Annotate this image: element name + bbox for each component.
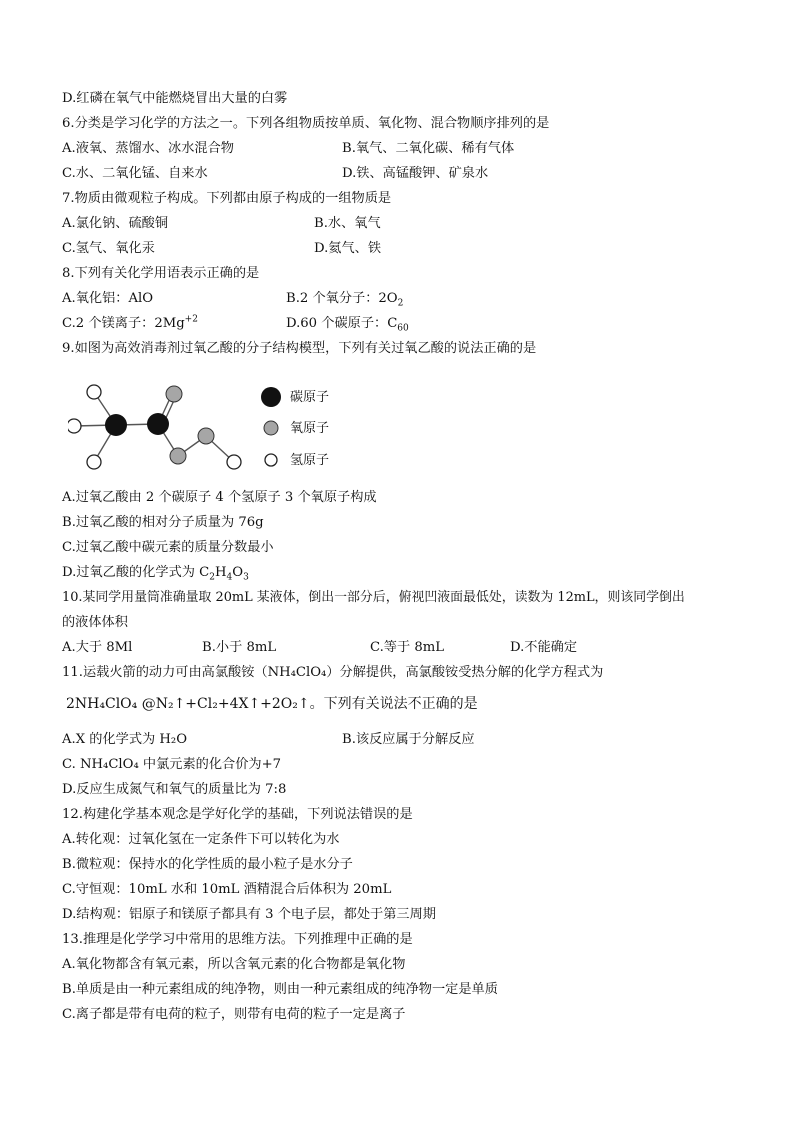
- oxygen-atom: [166, 386, 182, 402]
- legend-hydrogen-label: 氢原子: [290, 453, 330, 468]
- q10-option-a: A.大于 8Ml: [62, 640, 133, 655]
- peracetic-acid-molecule-diagram: [68, 370, 358, 480]
- q9-option-b: B.过氧乙酸的相对分子质量为 76g: [62, 515, 264, 530]
- question-11-equation: 2NH₄ClO₄ @N₂↑+Cl₂+4X↑+2O₂↑。下列有关说法不正确的是: [66, 696, 478, 712]
- q8-option-a: A.氧化铝：AlO: [62, 291, 154, 306]
- carbon-atom: [105, 414, 127, 436]
- legend-oxygen-icon: [264, 421, 278, 435]
- q13-option-a: A.氧化物都含有氧元素，所以含氧元素的化合物都是氧化物: [62, 957, 406, 972]
- carbon-atom: [147, 413, 169, 435]
- oxygen-atom: [170, 448, 186, 464]
- question-10-line-1: 10.某同学用量筒准确量取 20mL 某液体，倒出一部分后，俯视凹液面最低处，读数为 12mL，则该同学倒出: [62, 590, 685, 605]
- q10-option-b: B.小于 8mL: [202, 640, 277, 655]
- q11-option-c: C. NH₄ClO₄ 中氯元素的化合价为+7: [62, 757, 282, 772]
- q6-option-c: C.水、二氧化锰、自来水: [62, 166, 208, 181]
- q11-option-d: D.反应生成氮气和氧气的质量比为 7:8: [62, 782, 287, 797]
- option-d-q5: D.红磷在氧气中能燃烧冒出大量的白雾: [62, 91, 288, 106]
- hydrogen-atom: [87, 455, 101, 469]
- hydrogen-atom: [68, 419, 81, 433]
- q13-option-c: C.离子都是带有电荷的粒子，则带有电荷的粒子一定是离子: [62, 1007, 406, 1022]
- question-13: 13.推理是化学学习中常用的思维方法。下列推理中正确的是: [62, 932, 413, 947]
- question-9: 9.如图为高效消毒剂过氧乙酸的分子结构模型，下列有关过氧乙酸的说法正确的是: [62, 341, 537, 356]
- q7-option-a: A.氯化钠、硫酸铜: [62, 216, 169, 231]
- q13-option-b: B.单质是由一种元素组成的纯净物，则由一种元素组成的纯净物一定是单质: [62, 982, 498, 997]
- question-10-line-2: 的液体体积: [62, 615, 128, 630]
- q9-option-c: C.过氧乙酸中碳元素的质量分数最小: [62, 540, 274, 555]
- q6-option-a: A.液氧、蒸馏水、冰水混合物: [62, 141, 234, 156]
- q8-option-c: C.2 个镁离子：$2Mg^{+2}$: [62, 314, 198, 331]
- q10-option-c: C.等于 8mL: [370, 640, 445, 655]
- question-12: 12.构建化学基本观念是学好化学的基础，下列说法错误的是: [62, 807, 413, 822]
- q10-option-d: D.不能确定: [510, 640, 578, 655]
- q12-option-c: C.守恒观：10mL 水和 10mL 酒精混合后体积为 20mL: [62, 882, 392, 897]
- q11-option-b: B.该反应属于分解反应: [342, 732, 475, 747]
- q6-option-b: B.氧气、二氧化碳、稀有气体: [342, 141, 515, 156]
- q12-option-d: D.结构观：铝原子和镁原子都具有 3 个电子层，都处于第三周期: [62, 907, 436, 922]
- q8-option-d: D.60 个碳原子：$C_{60}$: [286, 316, 409, 334]
- q8-option-b: B.2 个氧分子：$2O_2$: [286, 291, 404, 309]
- q12-option-a: A.转化观：过氧化氢在一定条件下可以转化为水: [62, 832, 340, 847]
- oxygen-atom: [198, 428, 214, 444]
- hydrogen-atom: [87, 385, 101, 399]
- legend-carbon-icon: [261, 387, 281, 407]
- legend-carbon-label: 碳原子: [290, 390, 330, 405]
- q6-option-d: D.铁、高锰酸钾、矿泉水: [342, 166, 489, 181]
- question-6: 6.分类是学习化学的方法之一。下列各组物质按单质、氧化物、混合物顺序排列的是: [62, 116, 550, 131]
- q9-option-a: A.过氧乙酸由 2 个碳原子 4 个氢原子 3 个氧原子构成: [62, 490, 377, 505]
- q11-option-a: A.X 的化学式为 H₂O: [62, 732, 188, 747]
- q12-option-b: B.微粒观：保持水的化学性质的最小粒子是水分子: [62, 857, 353, 872]
- q7-option-d: D.氦气、铁: [314, 241, 382, 256]
- question-11-line-1: 11.运载火箭的动力可由高氯酸铵（NH₄ClO₄）分解提供，高氯酸铵受热分解的化学方程式为: [62, 665, 604, 680]
- question-7: 7.物质由微观粒子构成。下列都由原子构成的一组物质是: [62, 191, 392, 206]
- q7-option-b: B.水、氧气: [314, 216, 381, 231]
- legend-oxygen-label: 氧原子: [290, 421, 330, 436]
- question-8: 8.下列有关化学用语表示正确的是: [62, 266, 260, 281]
- q7-option-c: C.氢气、氧化汞: [62, 241, 155, 256]
- hydrogen-atom: [227, 455, 241, 469]
- legend-hydrogen-icon: [265, 454, 277, 466]
- q9-option-d: D.过氧乙酸的化学式为 $C_2H_4O_3$: [62, 565, 249, 583]
